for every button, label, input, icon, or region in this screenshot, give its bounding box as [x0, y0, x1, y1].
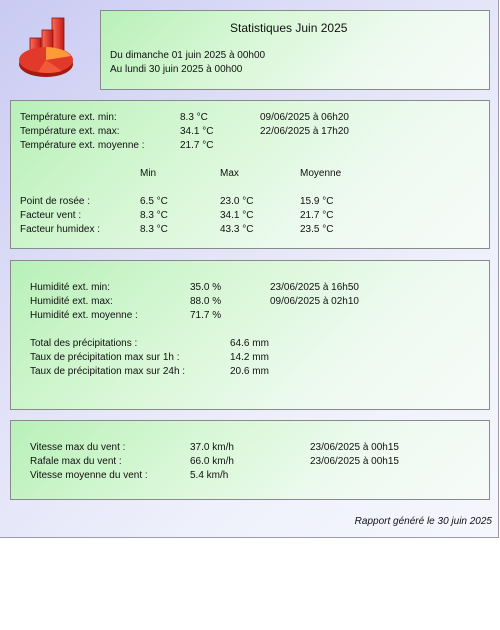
column-header-avg: Moyenne [300, 168, 342, 179]
precip-24h-label: Taux de précipitation max sur 24h : [30, 366, 186, 377]
humidex-label: Facteur humidex : [20, 224, 101, 235]
temp-avg-label: Température ext. moyenne : [20, 140, 145, 151]
dewpoint-min: 6.5 °C [140, 196, 168, 207]
chart-logo-icon [18, 16, 76, 78]
wind-avg-value: 5.4 km/h [190, 470, 229, 481]
temp-min-date: 09/06/2025 à 06h20 [260, 112, 349, 123]
wind-max-date: 23/06/2025 à 00h15 [310, 442, 399, 453]
temp-min-value: 8.3 °C [180, 112, 208, 123]
hum-min-date: 23/06/2025 à 16h50 [270, 282, 359, 293]
temp-min-label: Température ext. min: [20, 112, 117, 123]
humidex-avg: 23.5 °C [300, 224, 334, 235]
temp-max-date: 22/06/2025 à 17h20 [260, 126, 349, 137]
gust-max-value: 66.0 km/h [190, 456, 234, 467]
windchill-min: 8.3 °C [140, 210, 168, 221]
temp-avg-value: 21.7 °C [180, 140, 214, 151]
precip-total-value: 64.6 mm [230, 338, 269, 349]
hum-avg-label: Humidité ext. moyenne : [30, 310, 138, 321]
hum-max-value: 88.0 % [190, 296, 222, 307]
precip-24h-value: 20.6 mm [230, 366, 269, 377]
wind-max-value: 37.0 km/h [190, 442, 234, 453]
dewpoint-avg: 15.9 °C [300, 196, 334, 207]
precip-1h-label: Taux de précipitation max sur 1h : [30, 352, 180, 363]
hum-min-value: 35.0 % [190, 282, 222, 293]
period-start: Du dimanche 01 juin 2025 à 00h00 [110, 50, 266, 61]
report-title: Statistiques Juin 2025 [230, 21, 348, 35]
precip-total-label: Total des précipitations : [30, 338, 138, 349]
hum-avg-value: 71.7 % [190, 310, 222, 321]
windchill-max: 34.1 °C [220, 210, 254, 221]
wind-avg-label: Vitesse moyenne du vent : [30, 470, 148, 481]
column-header-max: Max [220, 168, 239, 179]
temp-max-value: 34.1 °C [180, 126, 214, 137]
dewpoint-max: 23.0 °C [220, 196, 254, 207]
column-header-min: Min [140, 168, 157, 179]
hum-max-date: 09/06/2025 à 02h10 [270, 296, 359, 307]
windchill-label: Facteur vent : [20, 210, 82, 221]
precip-1h-value: 14.2 mm [230, 352, 269, 363]
humidex-min: 8.3 °C [140, 224, 168, 235]
dewpoint-label: Point de rosée : [20, 196, 91, 207]
wind-max-label: Vitesse max du vent : [30, 442, 126, 453]
gust-max-label: Rafale max du vent : [30, 456, 122, 467]
windchill-avg: 21.7 °C [300, 210, 334, 221]
humidex-max: 43.3 °C [220, 224, 254, 235]
hum-min-label: Humidité ext. min: [30, 282, 111, 293]
report-footer: Rapport généré le 30 juin 2025 [354, 516, 492, 527]
temp-max-label: Température ext. max: [20, 126, 120, 137]
period-end: Au lundi 30 juin 2025 à 00h00 [110, 64, 243, 75]
gust-max-date: 23/06/2025 à 00h15 [310, 456, 399, 467]
hum-max-label: Humidité ext. max: [30, 296, 113, 307]
